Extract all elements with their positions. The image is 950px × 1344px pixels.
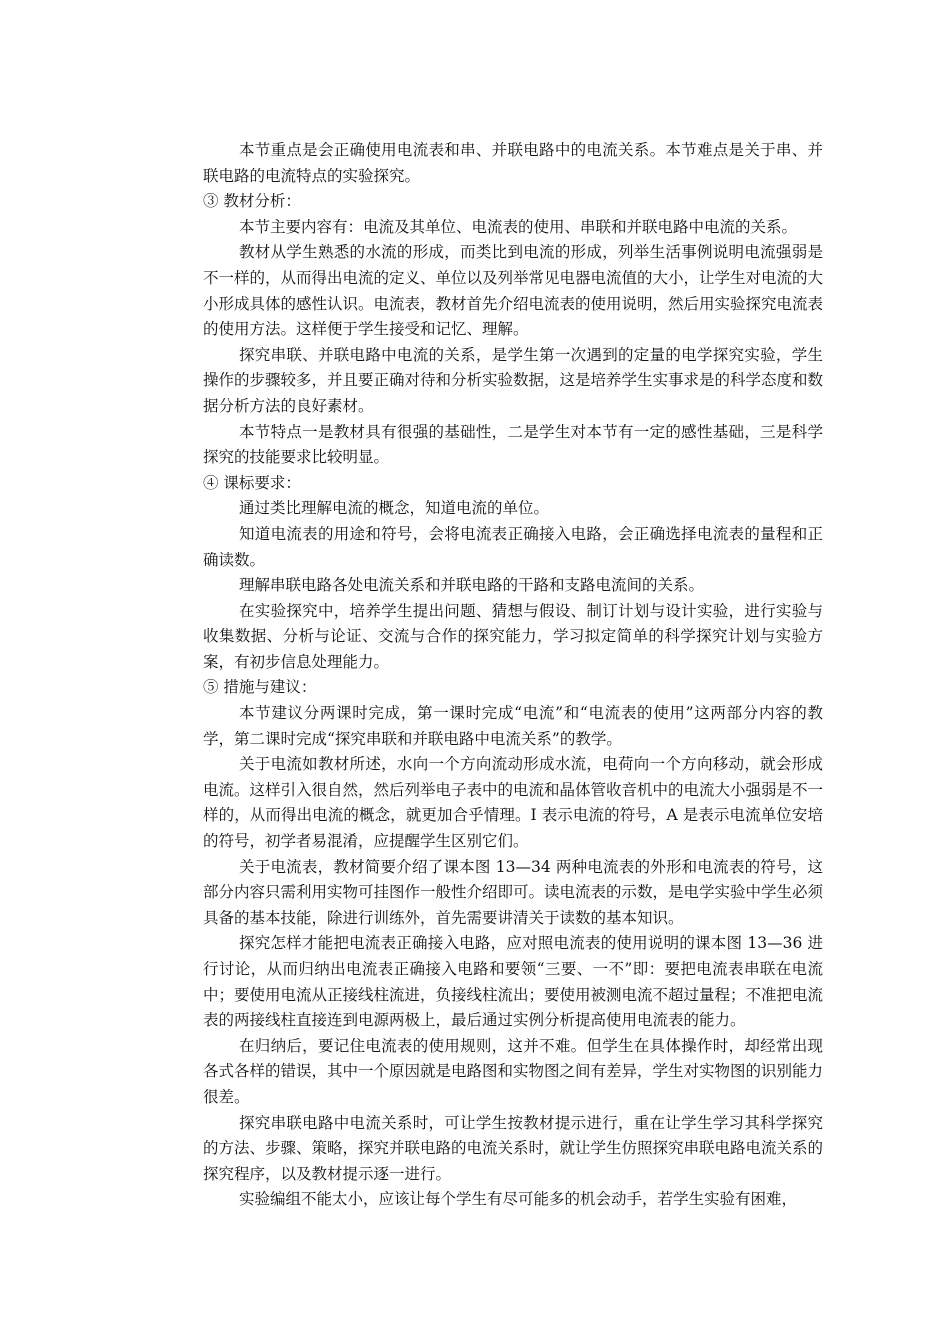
paragraph-two-lessons: 本节建议分两课时完成，第一课时完成“电流”和“电流表的使用”这两部分内容的教学，第二课时完成“探究串联和并联电路中电流关系”的教学。 [203,704,823,748]
paragraph-section-features: 本节特点一是教材具有很强的基础性，二是学生对本节有一定的感性基础，三是科学探究的技能要求比较明显。 [203,422,823,467]
paragraph-water-analogy: 教材从学生熟悉的水流的形成，而类比到电流的形成，列举生活事例说明电流强弱是不一样的，从而得出电流的定义、单位以及列举常见电器电流值的大小，让学生对电流的大小形成具体的感性认识。电流表，教材首先介绍电流表的使用说明，然后用实验探究电流表的使用方法。这样便于学生接受和记忆、理解。 [203,243,824,339]
paragraph-series-inquiry: 探究串联电路中电流关系时，可让学生按教材提示进行，重在让学生学习其科学探究的方法、步骤、策略，探究并联电路的电流关系时，就让学生仿照探究串联电路电流关系的探究程序，以及教材提示逐一进行。 [203,1113,824,1183]
heading-curriculum-requirements: ④ 课标要求： [203,473,301,492]
document-page [203,138,823,1213]
heading-measures-suggestions: ⑤ 措施与建议： [203,678,317,697]
paragraph-requirement-relations: 理解串联电路各处电流关系和并联电路的干路和支路电流间的关系。 [239,576,705,595]
paragraph-series-parallel-experiment: 探究串联、并联电路中电流的关系，是学生第一次遇到的定量的电学探究实验，学生操作的步骤较多，并且要正确对待和分析实验数据，这是培养学生实事求是的科学态度和数据分析方法的良好素材。 [203,345,824,415]
paragraph-current-intro: 关于电流如教材所述，水向一个方向流动形成水流，电荷向一个方向移动，就会形成电流。这样引入很自然，然后列举电子表中的电流和晶体管收音机中的电流大小强弱是不一样的，从而得出电流的概念，就更加合乎情理。I 表示电流的符号，A 是表示电流单位安培的符号，初学者易混淆，应提醒学生区别它们。 [203,755,824,851]
heading-textbook-analysis: ③ 教材分析： [203,192,301,211]
paragraph-requirement-ammeter: 知道电流表的用途和符号，会将电流表正确接入电路，会正确选择电流表的量程和正确读数。 [203,524,823,569]
paragraph-ammeter-intro: 关于电流表，教材简要介绍了课本图 13—34 两种电流表的外形和电流表的符号，这部分内容只需利用实物可挂图作一般性介绍即可。读电流表的示数，是电学实验中学生必须具备的基本技能，除进行训练外，首先需要讲清关于读数的基本知识。 [203,857,824,927]
paragraph-grouping: 实验编组不能太小，应该让每个学生有尽可能多的机会动手，若学生实验有困难， [239,1190,798,1209]
paragraph-requirement-inquiry: 在实验探究中，培养学生提出问题、猜想与假设、制订计划与设计实验，进行实验与收集数据、分析与论证、交流与合作的探究能力，学习拟定简单的科学探究计划与实验方案，有初步信息处理能力。 [203,601,823,671]
paragraph-usage-rules: 在归纳后，要记住电流表的使用规则，这并不难。但学生在具体操作时，却经常出现各式各样的错误，其中一个原因就是电路图和实物图之间有差异，学生对实物图的识别能力很差。 [203,1036,824,1106]
paragraph-requirement-concept: 通过类比理解电流的概念，知道电流的单位。 [239,499,550,518]
paragraph-key-points: 本节重点是会正确使用电流表和串、并联电路中的电流关系。本节难点是关于串、并联电路的电流特点的实验探究。 [203,141,823,185]
paragraph-ammeter-connection: 探究怎样才能把电流表正确接入电路，应对照电流表的使用说明的课本图 13—36 进行讨论，从而归纳出电流表正确接入电路和要领“三要、一不”即：要把电流表串联在电流中；要使用电流从正接线柱流进，负接线柱流出；要使用被测电流不超过量程；不准把电流表的两接线柱直接连到电源两极上，最后通过实例分析提高使用电流表的能力。 [203,934,824,1030]
paragraph-main-content: 本节主要内容有：电流及其单位、电流表的使用、串联和并联电路中电流的关系。 [239,217,798,236]
